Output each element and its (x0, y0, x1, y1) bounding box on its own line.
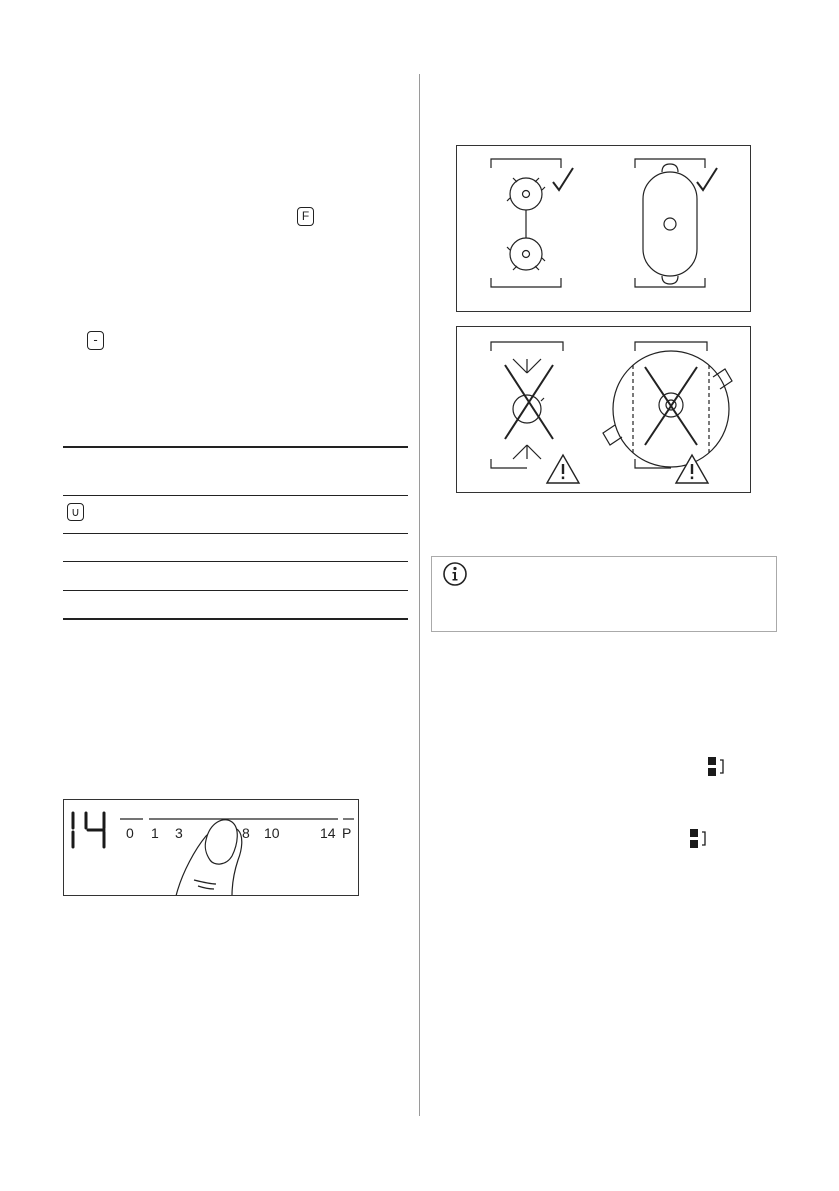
cookware-wrong-drawing (457, 327, 750, 492)
check-mark-icon (697, 168, 717, 190)
cookware-correct-drawing (457, 146, 750, 311)
scale-label-0[interactable]: 0 (126, 825, 134, 841)
finger-icon (176, 820, 242, 895)
minus-key-icon: - (87, 331, 104, 350)
table-row-rule (63, 561, 408, 562)
cookware-wrong-figure (456, 326, 751, 493)
control-panel-illustration (63, 799, 359, 896)
function-key-icon: F (297, 207, 314, 226)
table-row-rule (63, 533, 408, 534)
check-mark-icon (553, 168, 573, 190)
zone-indicator-icon (689, 828, 709, 850)
column-divider (419, 74, 420, 1116)
zone-indicator-icon (707, 756, 727, 778)
table-top-rule (63, 446, 408, 448)
scale-label-8[interactable]: 8 (242, 825, 250, 841)
table-row-rule (63, 495, 408, 496)
scale-label-p[interactable]: P (342, 825, 352, 841)
info-icon (442, 561, 468, 587)
bridge-symbol-icon: ∪ (67, 503, 84, 521)
table-row-rule (63, 590, 408, 591)
cookware-correct-figure (456, 145, 751, 312)
scale-label-14[interactable]: 14 (320, 825, 336, 841)
scale-label-3[interactable]: 3 (175, 825, 183, 841)
scale-label-1[interactable]: 1 (151, 825, 159, 841)
seven-segment-display-14 (66, 810, 110, 850)
table-bottom-rule (63, 618, 408, 620)
scale-label-10[interactable]: 10 (264, 825, 280, 841)
info-box (431, 556, 777, 632)
